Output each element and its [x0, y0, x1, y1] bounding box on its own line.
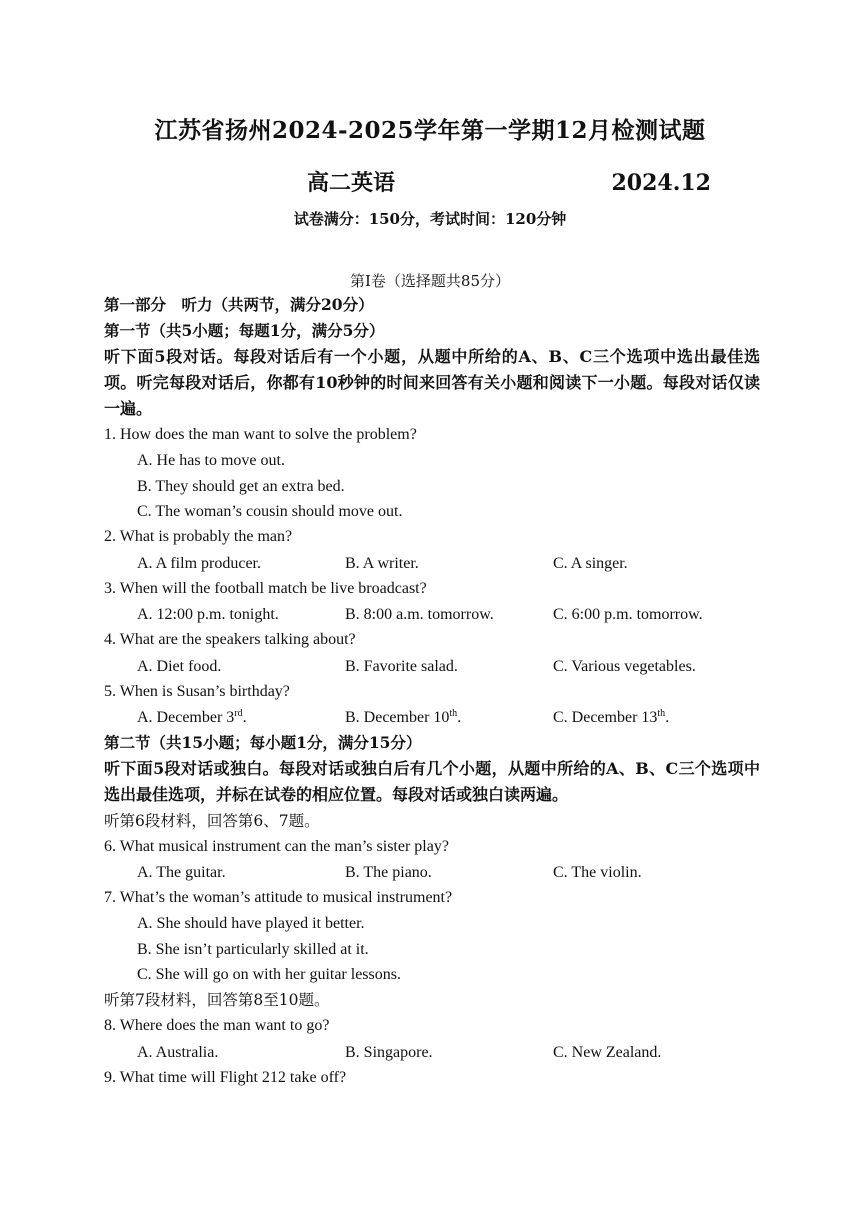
question-2-option-b: B. A writer. [345, 555, 419, 572]
option-b-text: B. December 10 [345, 709, 450, 726]
question-3-option-a: A. 12:00 p.m. tonight. [137, 606, 279, 623]
option-a-suffix: rd [234, 708, 243, 719]
question-3-option-c: C. 6:00 p.m. tomorrow. [553, 606, 703, 623]
option-c-period: . [665, 709, 670, 726]
question-7-option-a: A. She should have played it better. [137, 915, 365, 932]
question-8: 8. Where does the man want to go? [104, 1017, 330, 1034]
question-3: 3. When will the football match be live broadcast? [104, 580, 427, 597]
question-3-option-b: B. 8:00 a.m. tomorrow. [345, 606, 494, 623]
question-2-option-a: A. A film producer. [137, 555, 261, 572]
question-8-option-b: B. Singapore. [345, 1044, 433, 1061]
question-1-option-b: B. They should get an extra bed. [137, 478, 345, 495]
question-7: 7. What’s the woman’s attitude to musical instrument? [104, 889, 453, 906]
part-one-heading: 第一部分 听力（共两节，满分20分） [104, 295, 374, 314]
question-7-option-c: C. She will go on with her guitar lessons. [137, 966, 401, 983]
question-1-option-a: A. He has to move out. [137, 452, 285, 469]
section-two-instructions: 听下面5段对话或独白。每段对话或独白后有几个小题，从题中所给的A、B、C三个选项中选出最佳选项，并标在试卷的相应位置。每段对话或独白读两遍。 [104, 759, 760, 804]
question-5: 5. When is Susan’s birthday? [104, 683, 290, 700]
option-a-period: . [242, 709, 247, 726]
section-two-heading: 第二节（共15小题；每小题1分，满分15分） [104, 733, 422, 752]
question-6-option-c: C. The violin. [553, 864, 642, 881]
question-1: 1. How does the man want to solve the problem? [104, 426, 417, 443]
question-2: 2. What is probably the man? [104, 528, 293, 545]
question-6: 6. What musical instrument can the man’s sister play? [104, 838, 449, 855]
option-b-suffix: th [449, 708, 458, 719]
question-5-option-a [137, 709, 247, 727]
question-4-option-b: B. Favorite salad. [345, 658, 458, 675]
option-c-text: C. December 13 [553, 709, 658, 726]
question-8-option-a: A. Australia. [137, 1044, 219, 1061]
material-7-instruction: 听第7段材料，回答第8至10题。 [104, 991, 330, 1009]
subject-label: 高二英语 [306, 170, 395, 196]
question-2-option-c: C. A singer. [553, 555, 628, 572]
exam-date: 2024.12 [611, 170, 711, 196]
option-a-text: A. December 3 [137, 709, 235, 726]
question-4-option-a: A. Diet food. [137, 658, 222, 675]
material-6-instruction: 听第6段材料，回答第6、7题。 [104, 812, 320, 830]
option-b-period: . [457, 709, 462, 726]
question-4-option-c: C. Various vegetables. [553, 658, 696, 675]
exam-title: 江苏省扬州2024-2025学年第一学期12月检测试题 [154, 117, 706, 144]
question-1-option-c: C. The woman’s cousin should move out. [137, 503, 403, 520]
question-6-option-a: A. The guitar. [137, 864, 226, 881]
question-5-option-b [345, 709, 461, 727]
section-one-instructions: 听下面5段对话。每段对话后有一个小题，从题中所给的A、B、C三个选项中选出最佳选项。听完每段对话后，你都有10秒钟的时间来回答有关小题和阅读下一小题。每段对话仅读一遍。 [104, 347, 760, 418]
question-8-option-c: C. New Zealand. [553, 1044, 662, 1061]
section-one-heading: 第一节（共5小题；每题1分，满分5分） [104, 321, 385, 340]
question-4: 4. What are the speakers talking about? [104, 631, 356, 648]
volume-title: 第Ⅰ卷（选择题共85分） [349, 272, 510, 290]
question-6-option-b: B. The piano. [345, 864, 432, 881]
exam-subtitle [0, 166, 860, 197]
question-7-option-b: B. She isn’t particularly skilled at it. [137, 941, 369, 958]
exam-meta: 试卷满分：150分，考试时间：120分钟 [293, 210, 567, 228]
question-5-option-c [553, 709, 669, 727]
question-9: 9. What time will Flight 212 take off? [104, 1069, 347, 1086]
option-c-suffix: th [657, 708, 666, 719]
